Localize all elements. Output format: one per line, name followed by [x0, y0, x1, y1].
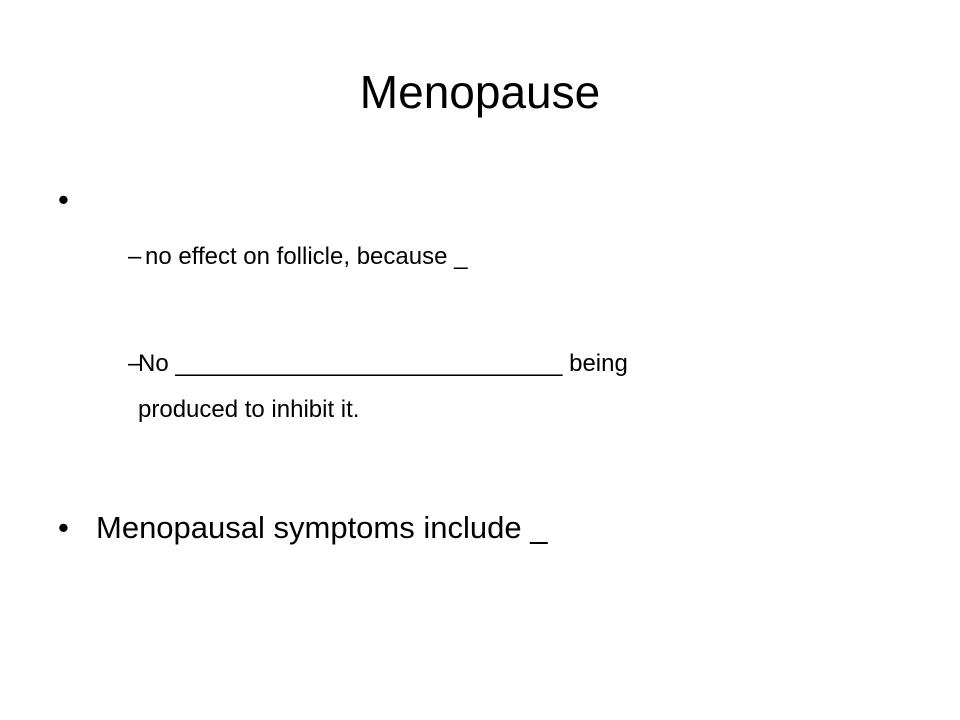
bullet-marker-1: •	[58, 182, 69, 217]
bullet-2-text: Menopausal symptoms include _	[96, 510, 548, 545]
dash-marker-2: –	[128, 350, 142, 377]
slide-title: Menopause	[359, 66, 601, 118]
subitem-1-text: no effect on follicle, because _	[145, 243, 468, 270]
subitem-2-line-1: No _____________________________ being	[138, 350, 628, 377]
dash-marker-1: –	[128, 243, 142, 270]
bullet-marker-2: •	[58, 510, 69, 545]
subitem-2-line-2: produced to inhibit it.	[138, 396, 360, 423]
